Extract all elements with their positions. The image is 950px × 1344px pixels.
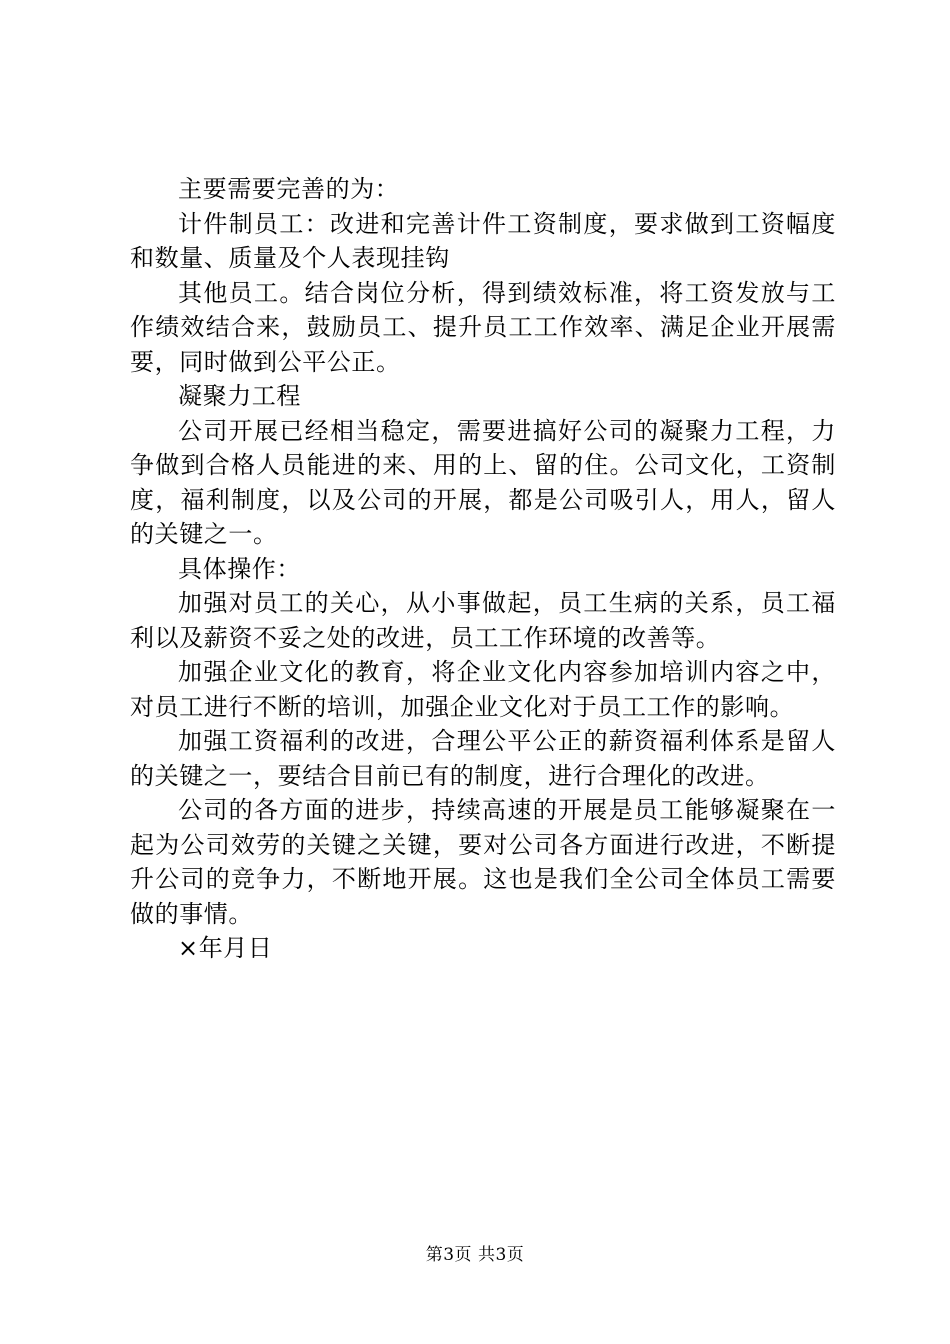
- document-body: [130, 172, 836, 966]
- paragraph-piecework-staff: 计件制员工：改进和完善计件工资制度，要求做到工资幅度和数量、质量及个人表现挂钩: [130, 209, 836, 272]
- paragraph-salary-welfare: 加强工资福利的改进，合理公平公正的薪资福利体系是留人的关键之一，要结合目前已有的制度，进行合理化的改进。: [130, 727, 836, 790]
- paragraph-company-progress: 公司的各方面的进步，持续高速的开展是员工能够凝聚在一起为公司效劳的关键之关键，要对公司各方面进行改进，不断提升公司的竞争力，不断地开展。这也是我们全公司全体员工需要做的事情。: [130, 796, 836, 928]
- paragraph-cohesion-project: 公司开展已经相当稳定，需要进搞好公司的凝聚力工程，力争做到合格人员能进的来、用的上、留的住。公司文化，工资制度，福利制度，以及公司的开展，都是公司吸引人，用人，留人的关键之一。: [130, 416, 836, 548]
- paragraph-heading-cohesion: 凝聚力工程: [178, 382, 301, 410]
- paragraph-heading-operations: 具体操作：: [178, 554, 301, 583]
- paragraph-date-line: ×年月日: [178, 934, 273, 962]
- paragraph-other-staff: 其他员工。结合岗位分析，得到绩效标准，将工资发放与工作绩效结合来，鼓励员工、提升员工工作效率、满足企业开展需要，同时做到公平公正。: [130, 278, 836, 376]
- paragraph-culture-education: 加强企业文化的教育，将企业文化内容参加培训内容之中，对员工进行不断的培训，加强企业文化对于员工工作的影响。: [130, 658, 836, 721]
- paragraph-heading-improvements: 主要需要完善的为：: [178, 175, 400, 203]
- paragraph-employee-care: 加强对员工的关心，从小事做起，员工生病的关系，员工福利以及薪资不妥之处的改进，员工工作环境的改善等。: [130, 589, 836, 652]
- page-number-footer: 第3页 共3页: [425, 1245, 525, 1265]
